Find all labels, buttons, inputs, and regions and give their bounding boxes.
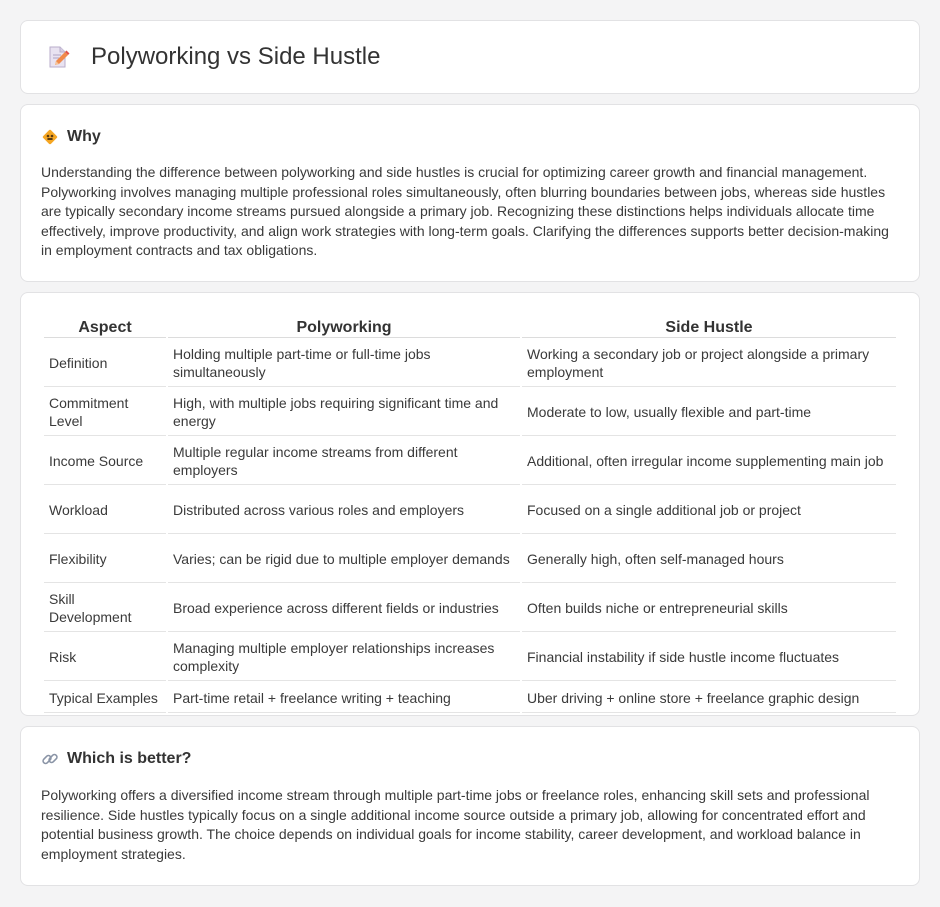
table-row [44, 683, 896, 713]
aspect-cell: Skill Development [44, 585, 166, 632]
diamond-sign-icon [41, 128, 59, 146]
aspect-cell: Risk [44, 634, 166, 681]
header-aspect: Aspect [44, 317, 166, 338]
aspect-cell: Flexibility [44, 536, 166, 583]
comparison-table [42, 315, 898, 715]
polyworking-cell: Part-time retail + freelance writing + teaching [168, 683, 520, 713]
polyworking-cell: Broad experience across different fields or industries [168, 585, 520, 632]
link-icon [41, 750, 59, 768]
side-hustle-cell: Uber driving + online store + freelance graphic design [522, 683, 896, 713]
table-row [44, 487, 896, 534]
side-hustle-cell: Often builds niche or entrepreneurial skills [522, 585, 896, 632]
which-heading [41, 749, 899, 769]
why-text: Understanding the difference between polyworking and side hustles is crucial for optimizing career growth and financial management. Polyworking involves managing multiple professional roles simultaneously, often blurring boundaries between jobs, whereas side hustles are typically secondary income streams pursued alongside a primary job. Recognizing these distinctions helps individuals allocate time effectively, improve productivity, and align work strategies with long-term goals. Clarifying the differences supports better decision-making in employment contracts and tax obligations. [41, 164, 889, 259]
header-polyworking: Polyworking [168, 317, 520, 338]
side-hustle-cell: Working a secondary job or project alongside a primary employment [522, 340, 896, 387]
side-hustle-cell: Financial instability if side hustle income fluctuates [522, 634, 896, 681]
header-side-hustle: Side Hustle [522, 317, 896, 338]
side-hustle-cell: Additional, often irregular income supplementing main job [522, 438, 896, 485]
table-header-row [44, 317, 896, 338]
which-title: Which is better? [67, 750, 192, 767]
side-hustle-cell: Moderate to low, usually flexible and part-time [522, 389, 896, 436]
page-title: Polyworking vs Side Hustle [91, 43, 381, 70]
polyworking-cell: Distributed across various roles and employers [168, 487, 520, 534]
table-row [44, 389, 896, 436]
polyworking-cell: High, with multiple jobs requiring significant time and energy [168, 389, 520, 436]
table-row [44, 438, 896, 485]
table-row [44, 536, 896, 583]
polyworking-cell: Multiple regular income streams from different employers [168, 438, 520, 485]
comparison-table-card [20, 292, 920, 716]
side-hustle-cell: Generally high, often self-managed hours [522, 536, 896, 583]
header-card [20, 20, 920, 94]
polyworking-cell: Varies; can be rigid due to multiple employer demands [168, 536, 520, 583]
why-section [20, 104, 920, 282]
aspect-cell: Commitment Level [44, 389, 166, 436]
polyworking-cell: Managing multiple employer relationships increases complexity [168, 634, 520, 681]
why-title: Why [67, 128, 101, 145]
which-section [20, 726, 920, 886]
which-text: Polyworking offers a diversified income stream through multiple part-time jobs or freelance roles, enhancing skill sets and professional resilience. Side hustles typically focus on a single additional income source outside a primary job, allowing for concentrated effort and potential business growth. The choice depends on individual goals for income stability, career development, and workload balance in employment strategies. [41, 787, 870, 862]
table-row [44, 340, 896, 387]
document-pencil-icon [45, 44, 71, 70]
aspect-cell: Income Source [44, 438, 166, 485]
why-heading [41, 127, 899, 147]
polyworking-cell: Holding multiple part-time or full-time jobs simultaneously [168, 340, 520, 387]
aspect-cell: Workload [44, 487, 166, 534]
aspect-cell: Definition [44, 340, 166, 387]
table-row [44, 634, 896, 681]
side-hustle-cell: Focused on a single additional job or project [522, 487, 896, 534]
aspect-cell: Typical Examples [44, 683, 166, 713]
table-row [44, 585, 896, 632]
